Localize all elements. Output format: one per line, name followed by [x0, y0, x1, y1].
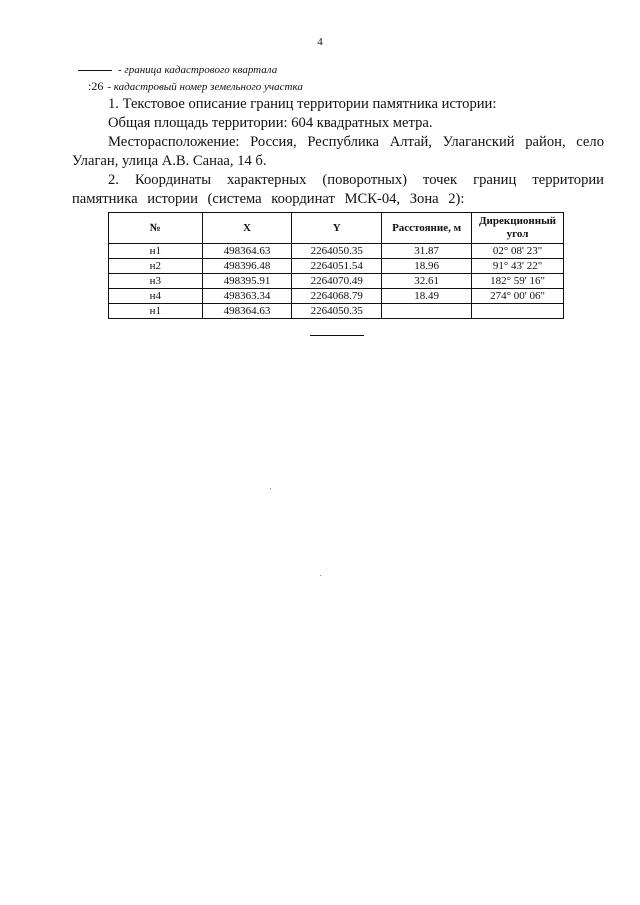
paragraph-coordinates-heading: 2. Координаты характерных (поворотных) точек границ территории памятника истории (система координат МСК-04, Зона 2): — [72, 172, 604, 207]
header-number: № — [109, 213, 203, 244]
distance-value: 32.61 — [382, 274, 472, 289]
point-id: н3 — [109, 274, 203, 289]
y-value: 2264050.35 — [292, 304, 382, 319]
x-value: 498364.63 — [202, 244, 292, 259]
point-id: н1 — [109, 304, 203, 319]
distance-value: 31.87 — [382, 244, 472, 259]
scan-speck — [270, 488, 271, 489]
paragraph-description-heading: 1. Текстовое описание границ территории памятника истории: — [108, 96, 497, 112]
paragraph-location: Месторасположение: Россия, Республика Алтай, Улаганский район, село Улаган, улица А.В. Санаа, 14 б. — [72, 134, 604, 169]
table-row — [109, 259, 564, 274]
y-value: 2264051.54 — [292, 259, 382, 274]
table-row — [109, 304, 564, 319]
distance-value — [382, 304, 472, 319]
header-distance: Расстояние, м — [382, 213, 472, 244]
page-number: 4 — [317, 36, 323, 48]
header-direction-angle: Дирекционный угол — [472, 213, 564, 244]
y-value: 2264068.79 — [292, 289, 382, 304]
y-value: 2264050.35 — [292, 244, 382, 259]
angle-value: 182° 59' 16" — [472, 274, 564, 289]
angle-value: 91° 43' 22" — [472, 259, 564, 274]
y-value: 2264070.49 — [292, 274, 382, 289]
x-value: 498396.48 — [202, 259, 292, 274]
distance-value: 18.96 — [382, 259, 472, 274]
table-header-row — [109, 213, 564, 244]
table-row — [109, 244, 564, 259]
legend-item-cadastral-number — [88, 79, 303, 94]
distance-value: 18.49 — [382, 289, 472, 304]
point-id: н2 — [109, 259, 203, 274]
paragraph-total-area: Общая площадь территории: 604 квадратных метра. — [108, 115, 433, 131]
table-row — [109, 274, 564, 289]
angle-value: 02° 08' 23" — [472, 244, 564, 259]
legend-text: - граница кадастрового квартала — [118, 64, 278, 76]
legend-symbol: :26 — [88, 79, 104, 93]
legend-item-quarter-boundary — [78, 64, 277, 76]
coordinates-table — [108, 212, 564, 319]
angle-value — [472, 304, 564, 319]
legend-text: - кадастровый номер земельного участка — [107, 81, 303, 93]
x-value: 498364.63 — [202, 304, 292, 319]
x-value: 498363.34 — [202, 289, 292, 304]
angle-value: 274° 00' 06" — [472, 289, 564, 304]
scan-speck — [320, 575, 321, 576]
end-divider — [310, 335, 364, 336]
point-id: н1 — [109, 244, 203, 259]
boundary-line-symbol — [78, 70, 112, 71]
point-id: н4 — [109, 289, 203, 304]
header-x: X — [202, 213, 292, 244]
table-row — [109, 289, 564, 304]
x-value: 498395.91 — [202, 274, 292, 289]
header-y: Y — [292, 213, 382, 244]
